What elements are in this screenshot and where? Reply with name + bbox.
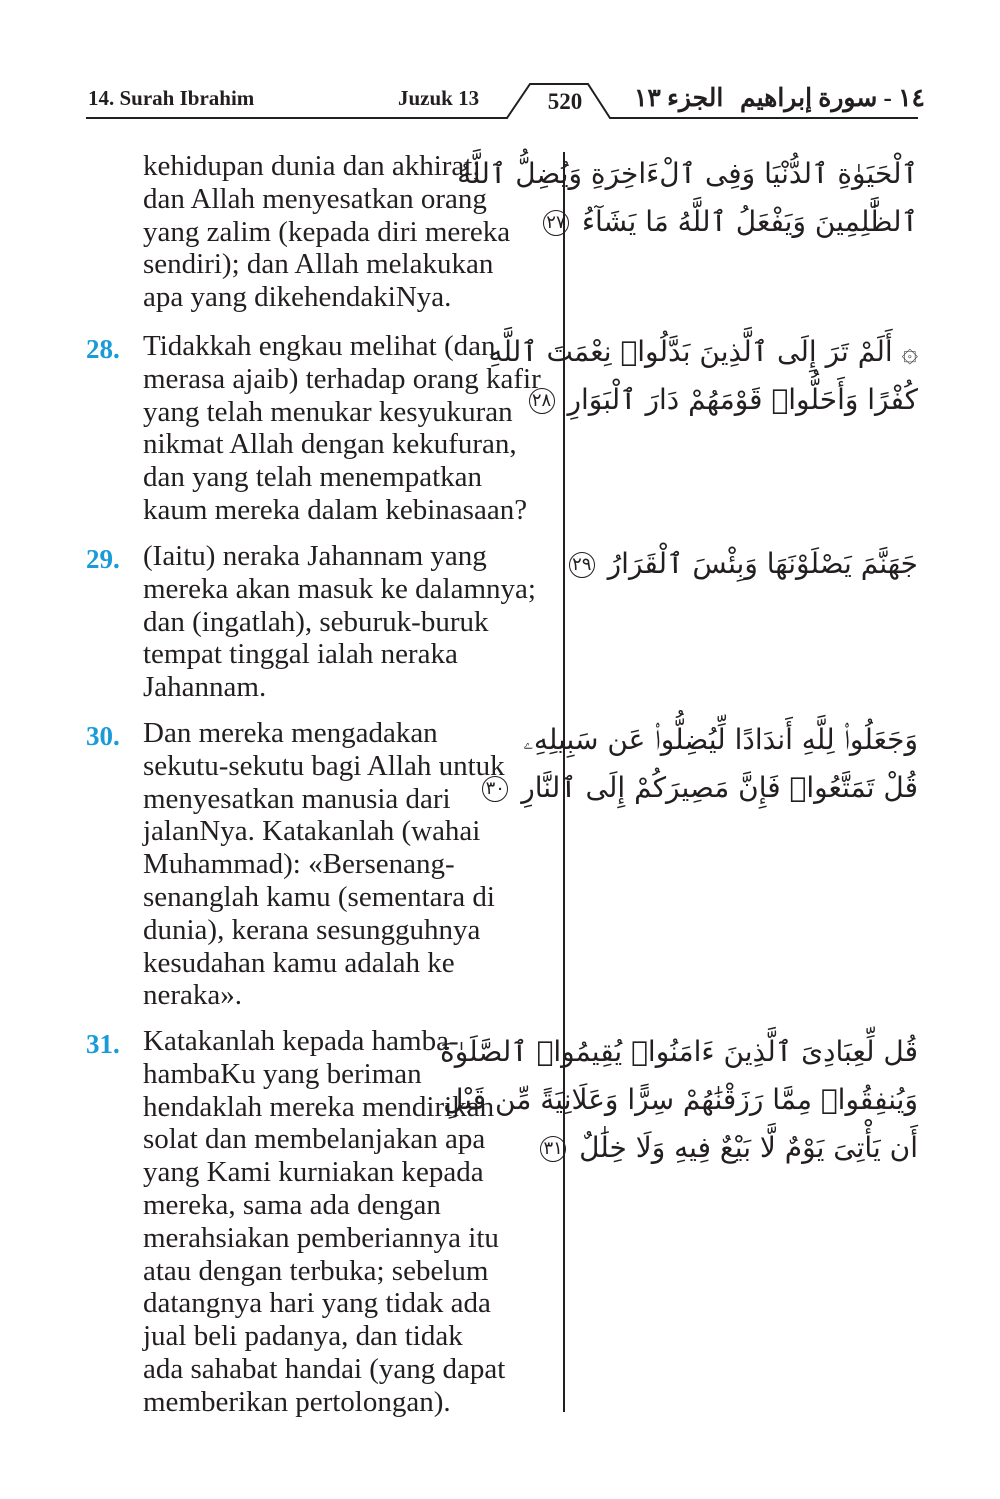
arabic-line-text: كُفْرًا وَأَحَلُّوا۟ قَوْمَهُمْ دَارَ ٱلْبَوَارِ — [567, 383, 918, 416]
arabic-line — [518, 198, 918, 246]
verse-translation-30: Dan mereka mengadakan sekutu-sekutu bagi Allah untuk menyesatkan manusia dari jalanNya. Katakanlah (wahai Muhammad): «Bersenang- senanglah kamu (sementara di dunia), kerana sesungguhnya kesudahan kamu adalah ke neraka». — [143, 717, 505, 1012]
juzuk-label: Juzuk 13 — [398, 86, 480, 110]
ayah-end-marker: ٢٨ — [529, 388, 555, 414]
arabic-line — [485, 764, 918, 812]
verse-number: 28. — [86, 334, 120, 364]
arabic-line-text: جَهَنَّمَ يَصْلَوْنَهَا وَبِئْسَ ٱلْقَرَارُ — [607, 547, 918, 580]
verse-translation-31: Katakanlah kepada hamba- hambaKu yang beriman hendaklah mereka mendirikan solat dan membelanjakan apa yang Kami kurniakan kepada mereka, sama ada dengan merahsiakan pemberiannya itu atau dengan terbuka; sebelum datangnya hari yang tidak ada jual beli padanya, dan tidak ada sahabat handai (yang dapat memberikan pertolongan). — [143, 1025, 506, 1418]
verse-number: 30. — [86, 721, 120, 751]
page-number: 520 — [547, 89, 583, 114]
arabic-line: وَيُنفِقُوا۟ مِمَّا رَزَقْنَٰهُمْ سِرًّا وَعَلَانِيَةً مِّن قَبْلِ — [443, 1083, 918, 1116]
arabic-line: قُل لِّعِبَادِىَ ٱلَّذِينَ ءَامَنُوا۟ يُقِيمُوا۟ ٱلصَّلَوٰةَ — [440, 1035, 918, 1068]
arabic-line — [518, 376, 918, 424]
ayah-end-marker: ٢٩ — [569, 552, 595, 578]
page-header — [0, 0, 1000, 130]
verse-number: 31. — [86, 1029, 120, 1059]
juz-label-arabic: الجزء ١٣ — [634, 85, 724, 112]
verse-translation-27: kehidupan dunia dan akhirat; dan Allah menyesatkan orang yang zalim (kepada diri mereka sendiri); dan Allah melakukan apa yang dikehendakiNya. — [143, 150, 511, 314]
verse-arabic-29 — [518, 540, 918, 588]
surah-title-latin: 14. Surah Ibrahim — [88, 86, 255, 110]
ayah-end-marker: ٣١ — [540, 1136, 566, 1162]
arabic-line-text: قُلْ تَمَتَّعُوا۟ فَإِنَّ مَصِيرَكُمْ إِلَى ٱلنَّارِ — [521, 771, 918, 804]
ayah-end-marker: ٣٠ — [482, 776, 508, 802]
verse-arabic-31 — [440, 1028, 918, 1172]
arabic-line: وَجَعَلُوا۟ لِلَّهِ أَندَادًا لِّيُضِلُّوا۟ عَن سَبِيلِهِۦ — [523, 723, 918, 756]
arabic-line — [518, 540, 918, 588]
verse-translation-29: (Iaitu) neraka Jahannam yang mereka akan masuk ke dalamnya; dan (ingatlah), seburuk-buruk tempat tinggal ialah neraka Jahannam. — [143, 540, 536, 704]
ayah-end-marker: ٢٧ — [543, 210, 569, 236]
verse-translation-28: Tidakkah engkau melihat (dan merasa ajaib) terhadap orang kafir yang telah menukar kesyukuran nikmat Allah dengan kekufuran, dan yang telah menempatkan kaum mereka dalam kebinasaan? — [143, 330, 541, 526]
verse-number: 29. — [86, 544, 120, 574]
arabic-line-text: ٱلظَّٰلِمِينَ وَيَفْعَلُ ٱللَّهُ مَا يَشَآءُ — [581, 205, 918, 238]
arabic-line: ٱلْحَيَوٰةِ ٱلدُّنْيَا وَفِى ٱلْءَاخِرَةِ وَيُضِلُّ ٱللَّهُ — [457, 157, 918, 190]
verse-arabic-28 — [488, 328, 918, 424]
surah-title-arabic: ١٤ - سورة إبراهيم — [740, 85, 925, 112]
arabic-line: ۞ أَلَمْ تَرَ إِلَى ٱلَّذِينَ بَدَّلُوا۟ نِعْمَتَ ٱللَّهِ — [488, 335, 918, 368]
verse-arabic-30 — [485, 716, 918, 812]
header-rule — [0, 0, 1000, 130]
arabic-line — [518, 1124, 918, 1172]
verse-arabic-27 — [457, 150, 918, 246]
arabic-line-text: أَن يَأْتِىَ يَوْمٌ لَّا بَيْعٌ فِيهِ وَلَا خِلَٰلٌ — [579, 1131, 918, 1164]
